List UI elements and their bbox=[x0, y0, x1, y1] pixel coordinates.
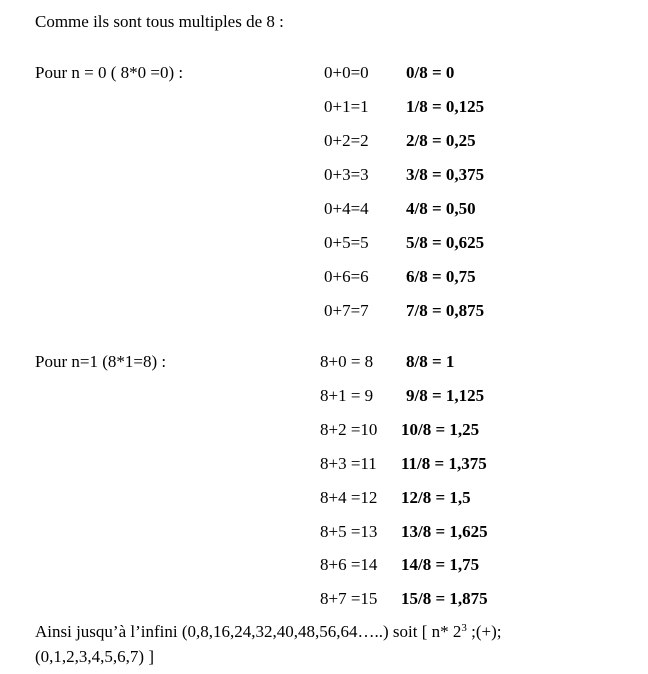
section0-sum: 0+1=1 bbox=[324, 97, 369, 116]
section1-div: 9/8 = 1,125 bbox=[406, 386, 485, 405]
conclusion-exponent: 3 bbox=[461, 622, 467, 634]
section1-div: 15/8 = 1,875 bbox=[401, 589, 488, 608]
section1-sum: 8+3 =11 bbox=[320, 454, 377, 473]
section0-div: 2/8 = 0,25 bbox=[406, 131, 476, 150]
section0-sum: 0+5=5 bbox=[324, 233, 369, 252]
section1-sum: 8+2 =10 bbox=[320, 420, 378, 439]
section0-div: 1/8 = 0,125 bbox=[406, 97, 485, 116]
section0-div: 6/8 = 0,75 bbox=[406, 267, 476, 286]
section0-sum: 0+0=0 bbox=[324, 63, 369, 82]
section1-sum: 8+7 =15 bbox=[320, 589, 378, 608]
section0-sum: 0+7=7 bbox=[324, 301, 369, 320]
section0-sum: 0+2=2 bbox=[324, 131, 369, 150]
section1-sum: 8+1 = 9 bbox=[320, 386, 374, 405]
section0-div: 3/8 = 0,375 bbox=[406, 165, 485, 184]
section0-sum: 0+4=4 bbox=[324, 199, 369, 218]
section1-label: Pour n=1 (8*1=8) : bbox=[35, 352, 167, 371]
conclusion-start: Ainsi jusqu’à l’infini (0,8,16,24,32,40,48,56,64…..) soit [ n* 2 bbox=[35, 622, 462, 641]
section1-sum: 8+6 =14 bbox=[320, 555, 378, 574]
section0-div: 4/8 = 0,50 bbox=[406, 199, 476, 218]
intro-text: Comme ils sont tous multiples de 8 : bbox=[35, 12, 284, 31]
section1-div: 12/8 = 1,5 bbox=[401, 488, 471, 507]
section0-div: 0/8 = 0 bbox=[406, 63, 455, 82]
section0-div: 5/8 = 0,625 bbox=[406, 233, 485, 252]
conclusion-line-2: (0,1,2,3,4,5,6,7) ] bbox=[35, 647, 154, 666]
section1-div: 8/8 = 1 bbox=[406, 352, 455, 371]
conclusion-end: ;(+); bbox=[466, 622, 502, 641]
section1-div: 13/8 = 1,625 bbox=[401, 522, 488, 541]
section0-label: Pour n = 0 ( 8*0 =0) : bbox=[35, 63, 184, 82]
section1-sum: 8+5 =13 bbox=[320, 522, 378, 541]
section1-div: 11/8 = 1,375 bbox=[401, 454, 487, 473]
section1-div: 10/8 = 1,25 bbox=[401, 420, 480, 439]
section1-div: 14/8 = 1,75 bbox=[401, 555, 480, 574]
section0-div: 7/8 = 0,875 bbox=[406, 301, 485, 320]
conclusion-line-1 bbox=[35, 623, 502, 640]
section1-sum: 8+0 = 8 bbox=[320, 352, 374, 371]
section0-sum: 0+6=6 bbox=[324, 267, 369, 286]
section0-sum: 0+3=3 bbox=[324, 165, 369, 184]
section1-sum: 8+4 =12 bbox=[320, 488, 378, 507]
